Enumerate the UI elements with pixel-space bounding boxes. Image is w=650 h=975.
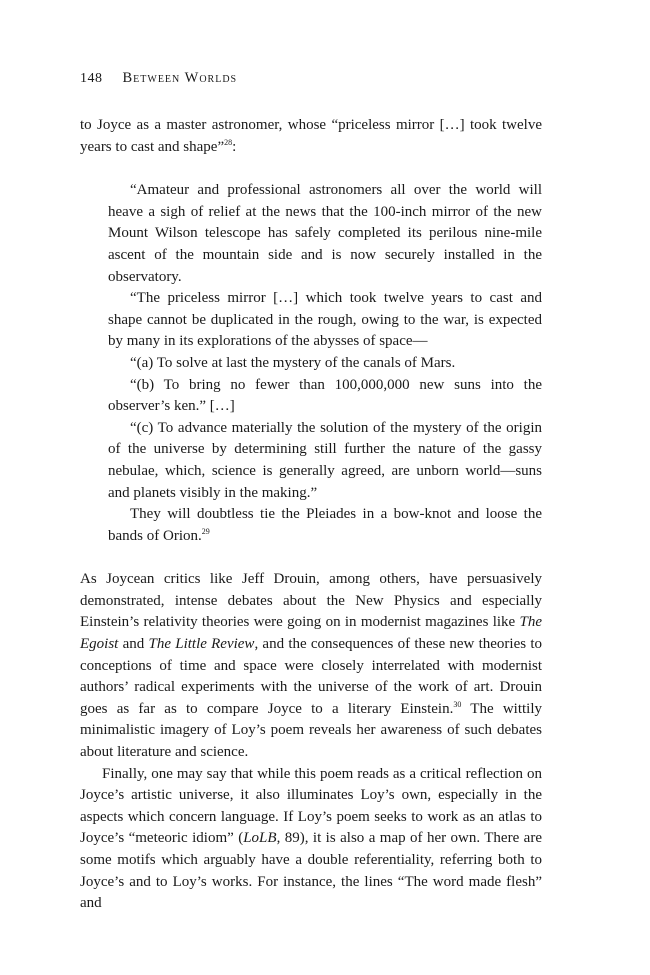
footnote-ref-28: 28 <box>224 137 233 147</box>
quote-paragraph-5: “(c) To advance materially the solution of the mystery of the origin of the universe by determining still further the nature of the gassy nebulae, which, science is generally agreed, are unborn world—suns and planets visibly in the making.” <box>108 419 542 501</box>
title-the-little-review: The Little Review <box>148 636 255 653</box>
quote-paragraph-1: “Amateur and professional astronomers all over the world will heave a sigh of relief at the news that the 100-inch mirror of the new Mount Wilson telescope has safely completed its perilous nine-mile ascent of the mountain side and is now securely installed in the observatory. <box>108 182 542 285</box>
quote-paragraph-4: “(b) To bring no fewer than 100,000,000 new suns into the observer’s ken.” […] <box>108 376 542 415</box>
paragraph-finally <box>80 764 542 915</box>
running-title: Between Worlds <box>122 70 238 86</box>
paragraph-intro-colon: : <box>232 138 237 155</box>
block-quote <box>108 180 542 547</box>
quote-paragraph-2: “The priceless mirror […] which took twelve years to cast and shape cannot be duplicated in the rough, owing to the war, is expected by many in its explorations of the abysses of space— <box>108 290 542 350</box>
footnote-ref-30: 30 <box>453 699 462 709</box>
page-body <box>80 115 542 915</box>
quote-paragraph-6 <box>108 504 542 547</box>
page-number: 148 <box>80 71 103 86</box>
paragraph-drouin-text-a: As Joycean critics like Jeff Drouin, among others, have persuasively demonstrated, intense debates about the New Physics and especially Einstein’s relativity theories were going on in modernist magazines like <box>80 571 542 631</box>
running-header <box>80 70 237 87</box>
footnote-ref-29: 29 <box>201 526 210 536</box>
paragraph-intro-text: to Joyce as a master astronomer, whose “priceless mirror […] took twelve years to cast and shape” <box>80 117 542 155</box>
paragraph-drouin-text-b: , and the consequences of these new theories to conceptions of time and space were closely interrelated with modernist authors’ radical experiments with the universe of the work of art. Drouin goes as far as to compare Joyce to a literary Einstein. <box>80 636 542 717</box>
paragraph-finally-text-b: , 89), it is also a map of her own. There are some motifs which arguably have a double referentiality, referring both to Joyce’s and to Loy’s works. For instance, the lines “The word made flesh” and <box>80 830 542 912</box>
paragraph-drouin <box>80 569 542 763</box>
quote-paragraph-6-text: They will doubtless tie the Pleiades in a bow-knot and loose the bands of Orion. <box>108 506 542 544</box>
abbrev-lolb: LoLB <box>243 830 277 847</box>
quote-paragraph-3: “(a) To solve at last the mystery of the canals of Mars. <box>130 354 456 371</box>
title-the-egoist: The Egoist <box>80 614 542 653</box>
paragraph-drouin-and: and <box>118 636 149 653</box>
paragraph-drouin-text-c: The wittily minimalistic imagery of Loy’s poem reveals her awareness of such debates about literature and science. <box>80 700 542 761</box>
paragraph-finally-text-a: Finally, one may say that while this poem reads as a critical reflection on Joyce’s artistic universe, it also illuminates Loy’s own, especially in the aspects which concern language. If Loy’s poem seeks to work as an atlas to Joyce’s “meteoric idiom” ( <box>80 765 542 847</box>
paragraph-intro <box>80 115 542 158</box>
